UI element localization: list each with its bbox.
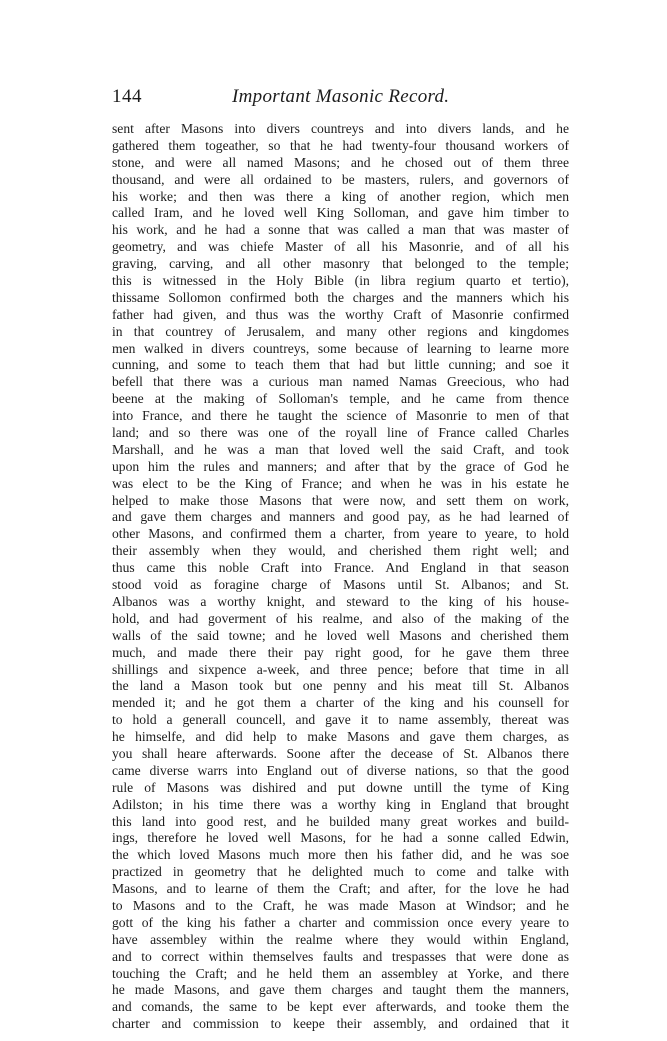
text-line: his worke; and then was there a king of another region, which men [112,188,569,204]
text-line: thousand, and were all ordained to be masters, rulers, and governors of [112,171,569,187]
text-line: charter and commission to keepe their assembly, and ordained that it [112,1016,569,1032]
text-line: the land a Mason took but one penny and his meat till St. Albanos [112,678,569,694]
text-line: gott of the king his father a charter and commission once every yeare to [112,914,569,930]
text-line: Masons, and to learne of them the Craft; and after, for the love he had [112,881,569,897]
text-line: thissame Sollomon confirmed both the charges and the manners which his [112,289,569,305]
text-line: upon him the rules and manners; and after that by the grace of God he [112,458,569,474]
text-line: have assembley within the realme where they would within England, [112,931,569,947]
text-line: to Masons and to the Craft, he was made Mason at Windsor; and he [112,897,569,913]
text-line: he made Masons, and gave them charges and taught them the manners, [112,982,569,998]
page-number: 144 [112,86,142,107]
text-line: gathered them togeather, so that he had twenty-four thousand workers of [112,137,569,153]
text-line: Adilston; in his time there was a worthy king in England that brought [112,796,569,812]
text-line: rule of Masons was dishired and put downe untill the tyme of King [112,779,569,795]
text-line: befell that there was a curious man named Namas Greecious, who had [112,374,569,390]
text-line: cunning, and some to teach them that had but little cunning; and soe it [112,357,569,373]
text-line: practized in geometry that he delighted much to come and talke with [112,864,569,880]
text-line: graving, carving, and all other masonry that belonged to the temple; [112,256,569,272]
text-line: called Iram, and he loved well King Solloman, and gave him timber to [112,205,569,221]
text-line: geometry, and was chiefe Master of all his Masonrie, and of all his [112,239,569,255]
text-line: much, and made there their pay right good, for he gave them three [112,644,569,660]
text-line: stone, and were all named Masons; and he chosed out of them three [112,154,569,170]
text-line: this land into good rest, and he builded many great workes and build- [112,813,569,829]
text-line: and gave them charges and manners and good pay, as he had learned of [112,509,569,525]
text-line: in that countrey of Jerusalem, and many other regions and kingdomes [112,323,569,339]
text-line: his work, and he had a sonne that was called a man that was master of [112,222,569,238]
text-line: came diverse warrs into England out of diverse nations, so that the good [112,762,569,778]
text-line: helped to make those Masons that were now, and sett them on work, [112,492,569,508]
text-line: beene at the making of Solloman's temple, and he came from thence [112,391,569,407]
text-line: hold, and had goverment of his realme, and also of the making of the [112,610,569,626]
text-line: you shall heare afterwards. Soone after the decease of St. Albanos there [112,745,569,761]
text-line: and comands, the same to be kept ever afterwards, and tooke them the [112,999,569,1015]
body-text [112,121,569,1033]
text-line: father had given, and thus was the worthy Craft of Masonrie confirmed [112,306,569,322]
text-line: he himselfe, and did help to make Masons and gave them charges, as [112,729,569,745]
text-line: their assembly when they would, and cherished them right well; and [112,543,569,559]
text-line: and to correct within themselves faults and trespasses that were done as [112,948,569,964]
text-line: into France, and there he taught the science of Masonrie to men of that [112,408,569,424]
text-line: thus came this noble Craft into France. And England in that season [112,560,569,576]
text-line: men walked in divers countreys, some because of learning to learne more [112,340,569,356]
text-line: ings, therefore he loved well Masons, for he had a sonne called Edwin, [112,830,569,846]
text-line: this is witnessed in the Holy Bible (in libra regium quarto et tertio), [112,273,569,289]
text-line: touching the Craft; and he held them an assembley at Yorke, and there [112,965,569,981]
text-line: to hold a generall councell, and gave it to name assembly, thereat was [112,712,569,728]
text-line: shillings and sixpence a-week, and three pence; before that time in all [112,661,569,677]
text-line: stood void as foragine charge of Masons until St. Albanos; and St. [112,577,569,593]
text-line: Marshall, and he was a man that loved well the said Craft, and took [112,441,569,457]
text-line: was elect to be the King of France; and when he was in his estate he [112,475,569,491]
text-line: walls of the said towne; and he loved well Masons and cherished them [112,627,569,643]
text-line: the which loved Masons much more then his father did, and he was soe [112,847,569,863]
running-title: Important Masonic Record. [232,86,450,107]
text-line: Albanos was a worthy knight, and steward to the king of his house- [112,593,569,609]
running-head [112,86,568,110]
text-line: sent after Masons into divers countreys and into divers lands, and he [112,121,569,136]
text-line: mended it; and he got them a charter of the king and his counsell for [112,695,569,711]
text-line: land; and so there was one of the royall line of France called Charles [112,425,569,441]
text-line: other Masons, and confirmed them a charter, from yeare to yeare, to hold [112,526,569,542]
